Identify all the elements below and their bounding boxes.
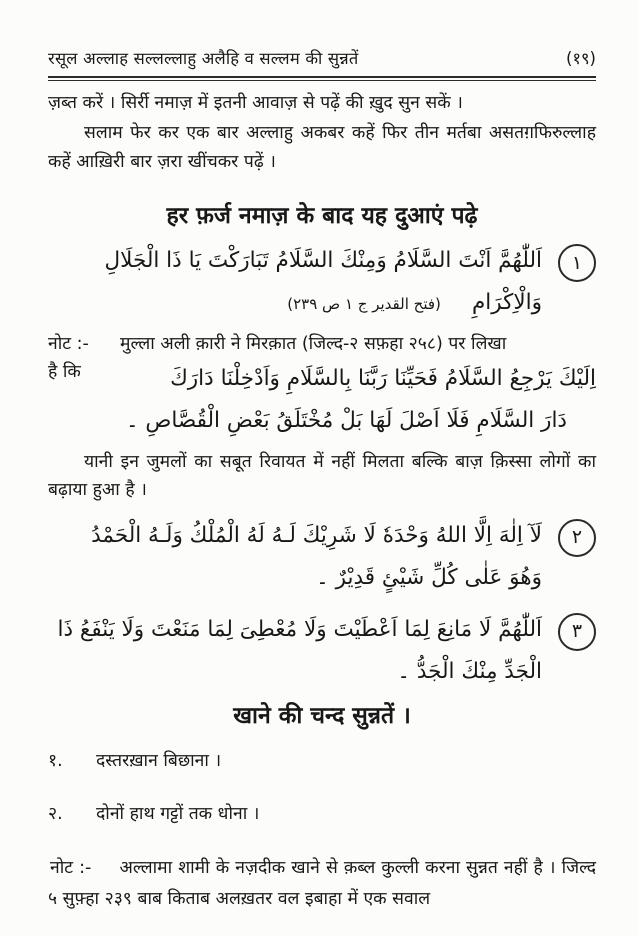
header-title: रसूल अल्लाह सल्लल्लाहु अलैहि व सल्लम की सुन्नतें: [48, 49, 359, 68]
intro-paragraph: सलाम फेर कर एक बार अल्लाहु अकबर कहें फिर तीन मर्तबा असतग़फिरुल्लाह कहें आख़िरी बार ज़रा खींचकर पढ़ें ।: [48, 123, 596, 172]
food-section-heading: खाने की चन्द सुन्नतें ।: [233, 703, 411, 730]
dua-arabic-text-2: لَآ اِلٰهَ اِلَّا اللهُ وَحْدَهٗ لَا شَرِيْكَ لَـهُ لَهُ الْمُلْكُ وَلَـهُ الْحَمْدُ وَهُوَ عَلٰى كُلِّ شَيْئٍ قَدِيْرٌ ۔: [91, 522, 542, 590]
dua-number-circle-1: ١: [558, 244, 596, 282]
note-row-1: [48, 330, 596, 358]
note-arabic-line2: دَارَ السَّلَامِ فَلَا اَصْلَ لَهَا بَلْ مُخْتَلَقُ بَعْضِ الْقُصَّاصِ ۔: [126, 408, 567, 434]
note-label: नोट :-: [48, 333, 89, 354]
dua-item-2: [48, 515, 596, 599]
dua-citation-1: (فتح القدير ج ١ ص ٢٣٩): [287, 294, 441, 313]
list-item-text: दोनों हाथ गट्टों तक धोना ।: [96, 803, 260, 824]
note-label-2: है कि: [48, 362, 81, 383]
dua-arabic-text-3: اَللّٰهُمَّ لَا مَانِعَ لِمَا اَعْطَيْتَ وَلَا مُعْطِىَ لِمَا مَنَعْتَ وَلَا يَنْفَعُ ذَا الْجَدِّ مِنْكَ الْجَدُّ ۔: [57, 616, 542, 684]
footnote-label: नोट :-: [50, 857, 92, 878]
note-text: मुल्ला अली क़ारी ने मिरक़ात (जिल्द-२ सफ़हा २५८) पर लिखा: [120, 333, 507, 354]
dua-section-heading: हर फ़र्ज नमाज़ के बाद यह दुआएं पढ़े: [166, 203, 478, 230]
note-arabic-line1: اِلَيْكَ يَرْجِعُ السَّلَامُ فَحَيِّنَا رَبَّنَا بِالسَّلَامِ وَاَدْخِلْنَا دَارَكَ: [170, 366, 596, 392]
footnote-text: अल्लामा शामी के नज़दीक खाने से क़ब्ल कुल्ली करना सुन्नत नहीं है । जिल्द ५ सुफ़्हा २३९ बाब किताब अलख़तर वल इबाहा में एक सवाल: [48, 857, 596, 910]
list-item-number: २.: [48, 803, 63, 824]
dua-item-3: [48, 609, 596, 693]
note-block: [48, 330, 596, 442]
page-number: (१९): [565, 49, 596, 68]
dua-item-1: [48, 240, 596, 324]
dua-arabic-1: [48, 240, 542, 324]
list-item: [48, 748, 596, 774]
note-row-2: [48, 358, 596, 400]
footnote-block: [48, 853, 596, 915]
dua-number-circle-2: ٢: [558, 519, 596, 557]
dua-number-circle-3: ٣: [558, 613, 596, 651]
comment-paragraph: यानी इन जुमलों का सबूत रिवायत में नहीं मिलता बल्कि बाज़ क़िस्सा लोगों का बढ़ाया हुआ है ।: [48, 452, 596, 501]
intro-line: ज़ब्त करें । सिर्री नमाज़ में इतनी आवाज़ से पढ़ें की ख़ुद सुन सकें ।: [48, 93, 463, 113]
dua-arabic-text-1: اَللّٰهُمَّ اَنْتَ السَّلَامُ وَمِنْكَ السَّلَامُ تَبَارَكْتَ يَا ذَا الْجَلَالِ وَالْاِكْرَامِ: [104, 248, 542, 315]
list-item: [48, 801, 596, 827]
sunnat-list: [48, 748, 596, 827]
header-rule: [48, 76, 596, 81]
page-header: [48, 46, 596, 69]
list-item-number: १.: [48, 751, 63, 772]
list-item-text: दस्तरख़ान बिछाना ।: [96, 751, 222, 772]
